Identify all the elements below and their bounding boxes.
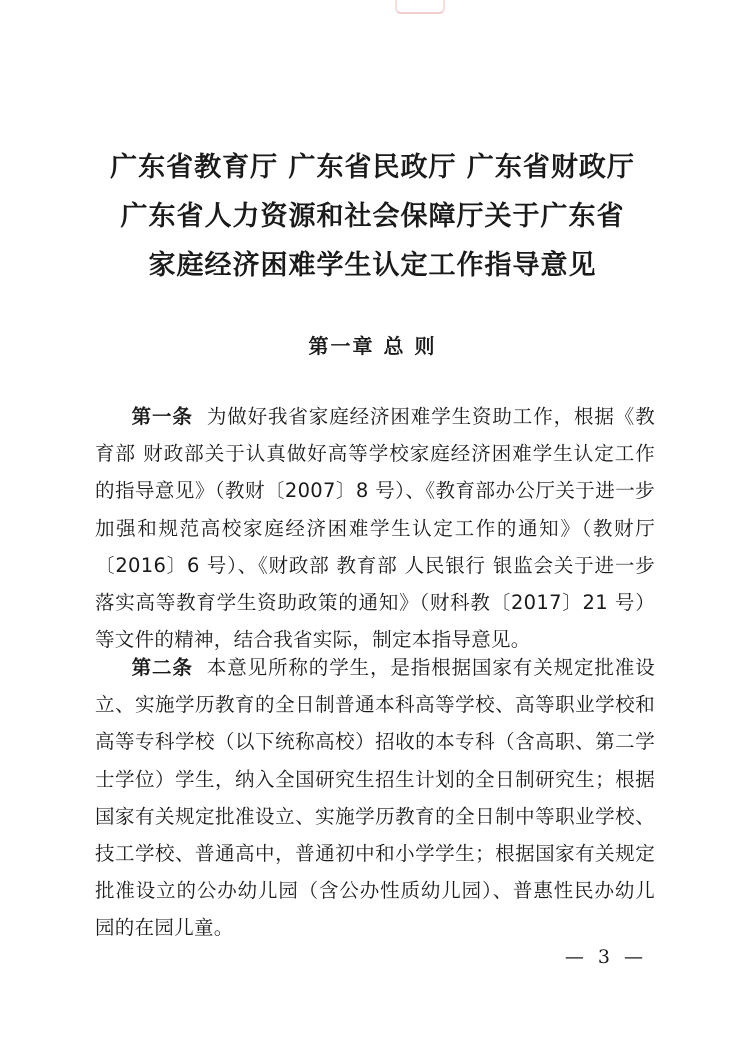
title-line-1: 广东省教育厅 广东省民政厅 广东省财政厅 bbox=[110, 152, 635, 183]
article-2-text: 本意见所称的学生，是指根据国家有关规定批准设立、实施学历教育的全日制普通本科高等学校、高等职业学校和高等专科学校（以下统称高校）招收的本专科（含高职、第二学士学位）学生，纳入全国研究生招生计划的全日制研究生；根据国家有关规定批准设立、实施学历教育的全日制中等职业学校、技工学校、普通高中，普通初中和小学学生；根据国家有关规定批准设立的公办幼儿园（含公办性质幼儿园）、普惠性民办幼儿园的在园儿童。 bbox=[95, 656, 655, 940]
article-2 bbox=[95, 649, 655, 947]
title-line-3: 家庭经济困难学生认定工作指导意见 bbox=[148, 250, 597, 281]
article-1-text: 为做好我省家庭经济困难学生资助工作，根据《教育部 财政部关于认真做好高等学校家庭经济困难学生认定工作的指导意见》（教财〔2007〕8 号）、《教育部办公厅关于进一步加强和规范高校家庭经济困难学生认定工作的通知》（教财厅〔2016〕6 号）、《财政部 教育部 人民银行 银监会关于进一步落实高等教育学生资助政策的通知》（财科教〔2017〕21 号）等文件的精神，结合我省实际，制定本指导意见。 bbox=[95, 405, 655, 652]
article-1 bbox=[95, 398, 655, 658]
article-2-lead: 第二条 bbox=[131, 656, 193, 679]
document-title bbox=[40, 143, 705, 290]
title-line-2: 广东省人力资源和社会保障厅关于广东省 bbox=[120, 201, 625, 232]
article-1-lead: 第一条 bbox=[131, 405, 193, 428]
stamp-icon bbox=[395, 0, 445, 14]
page-number: — 3 — bbox=[564, 946, 647, 968]
chapter-heading: 第一章 总 则 bbox=[308, 334, 437, 358]
